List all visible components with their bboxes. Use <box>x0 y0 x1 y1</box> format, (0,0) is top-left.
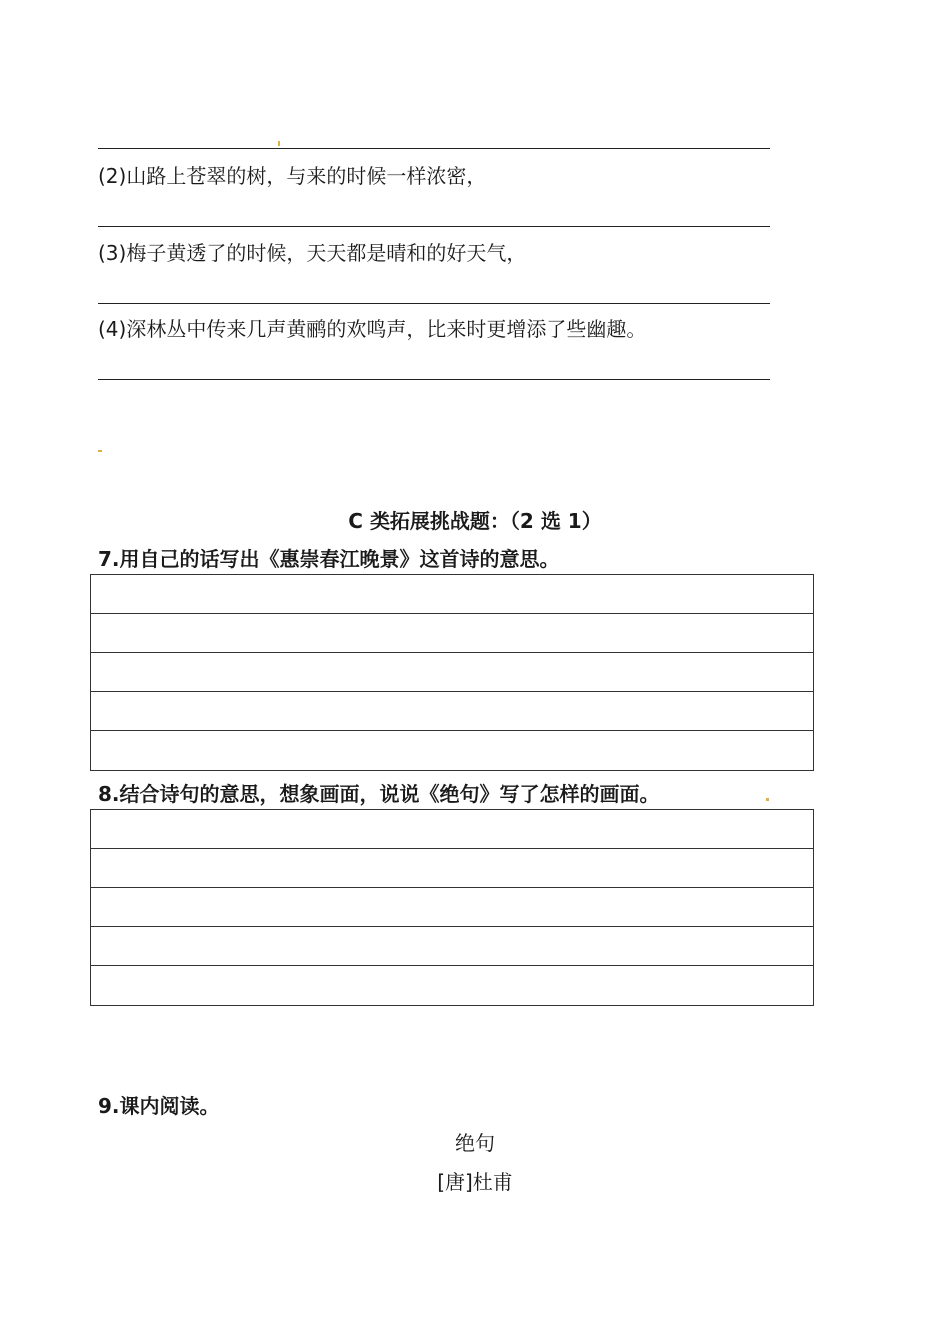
question-8-title: 8.结合诗句的意思，想象画面，说说《绝句》写了怎样的画面。 <box>98 782 660 806</box>
question-7-answer-box[interactable] <box>90 574 814 771</box>
answer-line-3[interactable] <box>98 303 770 304</box>
question-item-3: (3)梅子黄透了的时候，天天都是晴和的好天气， <box>98 241 527 265</box>
answer-row[interactable] <box>91 888 813 927</box>
question-item-2: (2)山路上苍翠的树，与来的时候一样浓密， <box>98 164 487 188</box>
poem-title: 绝句 <box>455 1131 495 1155</box>
poem-author: [唐]杜甫 <box>437 1170 513 1194</box>
answer-row[interactable] <box>91 575 813 614</box>
answer-line-4[interactable] <box>98 379 770 380</box>
question-7-title: 7.用自己的话写出《惠崇春江晚景》这首诗的意思。 <box>98 547 560 571</box>
answer-row[interactable] <box>91 966 813 1005</box>
question-9-title: 9.课内阅读。 <box>98 1094 220 1118</box>
question-item-4: (4)深林丛中传来几声黄鹂的欢鸣声，比来时更增添了些幽趣。 <box>98 317 647 341</box>
answer-line-2[interactable] <box>98 226 770 227</box>
answer-row[interactable] <box>91 849 813 888</box>
answer-line-1[interactable] <box>98 148 770 149</box>
answer-row[interactable] <box>91 927 813 966</box>
yellow-mark <box>98 450 102 452</box>
answer-row[interactable] <box>91 614 813 653</box>
answer-row[interactable] <box>91 692 813 731</box>
answer-row[interactable] <box>91 731 813 770</box>
answer-row[interactable] <box>91 653 813 692</box>
answer-row[interactable] <box>91 810 813 849</box>
yellow-mark <box>278 141 280 146</box>
section-c-heading: C 类拓展挑战题：（2 选 1） <box>348 509 602 533</box>
yellow-mark <box>766 798 769 801</box>
question-8-answer-box[interactable] <box>90 809 814 1006</box>
